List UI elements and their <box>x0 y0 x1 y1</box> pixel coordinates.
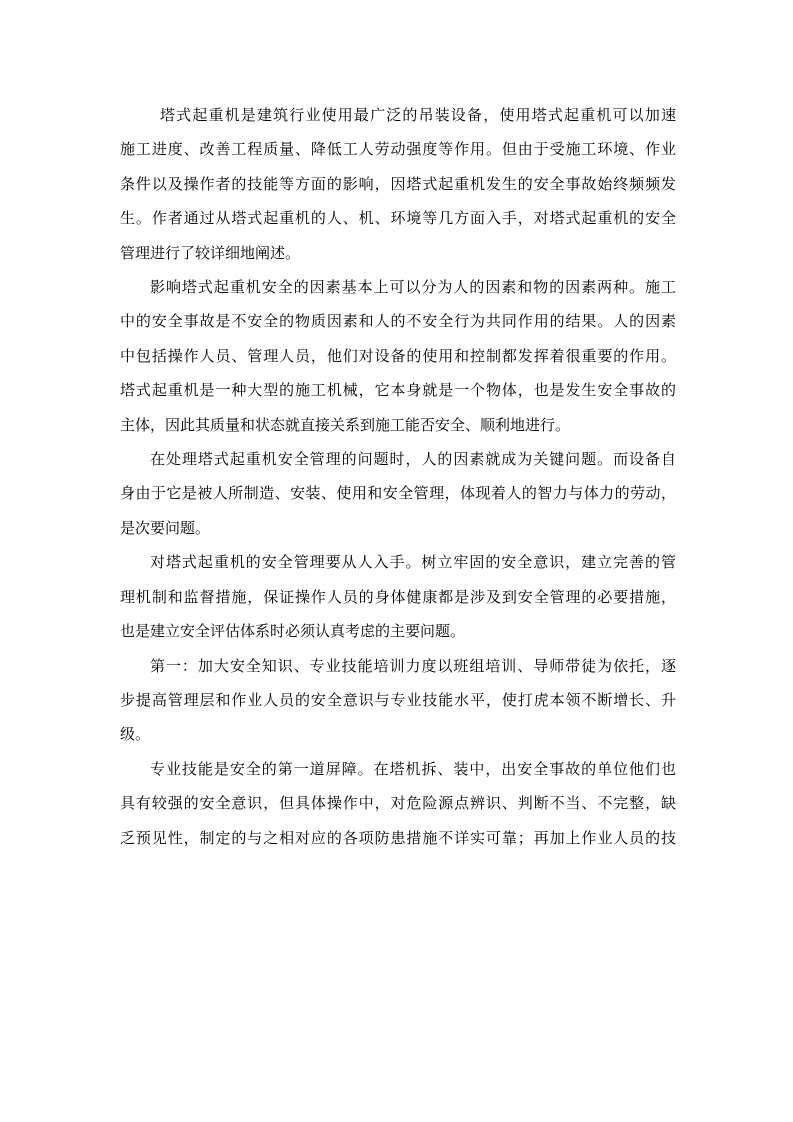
paragraph-line: 乏预见性，制定的与之相对应的各项防患措施不详实可靠；再加上作业人员的技 <box>120 828 676 847</box>
paragraph-line: 管理进行了较详细地阐述。 <box>120 243 301 262</box>
paragraph-line: 步提高管理层和作业人员的安全意识与专业技能水平，使打虎本领不断增长、升 <box>120 690 676 709</box>
paragraph-line: 级。 <box>120 725 151 744</box>
paragraph-6 <box>120 752 676 855</box>
paragraph-line: 主体，因此其质量和状态就直接关系到施工能否安全、顺利地进行。 <box>120 415 571 434</box>
paragraph-line: 也是建立安全评估体系时必须认真考虑的主要问题。 <box>120 622 466 641</box>
paragraph-line: 是次要问题。 <box>120 518 211 537</box>
document-body <box>120 98 676 855</box>
paragraph-line: 对塔式起重机的安全管理要从人入手。树立牢固的安全意识，建立完善的管 <box>150 553 676 572</box>
paragraph-line: 具有较强的安全意识，但具体操作中，对危险源点辨识、判断不当、不完整，缺 <box>120 794 676 813</box>
paragraph-line: 影响塔式起重机安全的因素基本上可以分为人的因素和物的因素两种。施工 <box>150 278 676 297</box>
paragraph-line: 中包括操作人员、管理人员，他们对设备的使用和控制都发挥着很重要的作用。 <box>120 346 676 365</box>
paragraph-line: 专业技能是安全的第一道屏障。在塔机拆、装中，出安全事故的单位他们也 <box>150 759 676 778</box>
paragraph-line: 第一：加大安全知识、专业技能培训力度以班组培训、导师带徒为依托，逐 <box>150 656 676 675</box>
paragraph-5 <box>120 649 676 752</box>
paragraph-line: 塔式起重机是一种大型的施工机械，它本身就是一个物体，也是发生安全事故的 <box>120 381 676 400</box>
paragraph-3 <box>120 442 676 545</box>
paragraph-line: 身由于它是被人所制造、安装、使用和安全管理，体现着人的智力与体力的劳动， <box>120 484 676 503</box>
paragraph-line: 施工进度、改善工程质量、降低工人劳动强度等作用。但由于受施工环境、作业 <box>120 140 676 159</box>
paragraph-line: 条件以及操作者的技能等方面的影响，因塔式起重机发生的安全事故始终频频发 <box>120 174 676 193</box>
paragraph-2 <box>120 270 676 442</box>
paragraph-line: 塔式起重机是建筑行业使用最广泛的吊装设备，使用塔式起重机可以加速 <box>160 106 676 124</box>
paragraph-line: 生。作者通过从塔式起重机的人、机、环境等几方面入手，对塔式起重机的安全 <box>120 209 676 228</box>
paragraph-line: 在处理塔式起重机安全管理的问题时，人的因素就成为关键问题。而设备自 <box>150 450 676 469</box>
paragraph-1 <box>120 98 676 270</box>
paragraph-line: 理机制和监督措施，保证操作人员的身体健康都是涉及到安全管理的必要措施， <box>120 587 676 606</box>
paragraph-line: 中的安全事故是不安全的物质因素和人的不安全行为共同作用的结果。人的因素 <box>120 312 676 331</box>
paragraph-4 <box>120 545 676 648</box>
